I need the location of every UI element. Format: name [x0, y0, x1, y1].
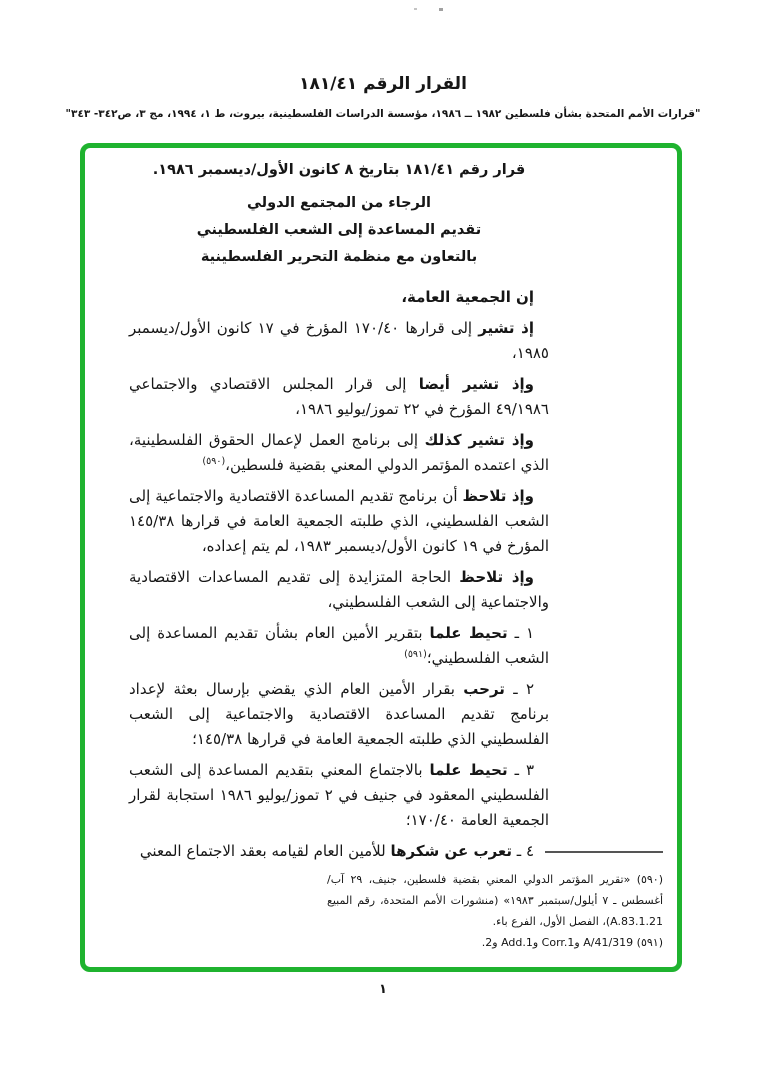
paragraph-list	[129, 316, 549, 864]
doc-paragraph: ١ ـ تحيط علما بتقرير الأمين العام بشأن تقديم المساعدة إلى الشعب الفلسطيني؛$^{(٥٩١)}$	[129, 624, 549, 667]
doc-paragraph: ٣ ـ تحيط علما بالاجتماع المعني بتقديم المساعدة إلى الشعب الفلسطيني المعقود في جنيف في ٢ تموز/يوليو ١٩٨٦ استجابة لقرار الجمعية العامة ١٧٠/٤٠؛	[129, 761, 549, 829]
doc-paragraph: إذ تشير إلى قرارها ١٧٠/٤٠ المؤرخ في ١٧ كانون الأول/ديسمبر ١٩٨٥،	[129, 319, 549, 362]
page-title: القرار الرقم ١٨١/٤١	[299, 74, 467, 94]
doc-paragraph: ٤ ـ تعرب عن شكرها للأمين العام لقيامه بعقد الاجتماع المعني	[139, 842, 534, 860]
source-citation: "قرارات الأمم المتحدة بشأن فلسطين ١٩٨٢ ــ ١٩٨٦، مؤسسة الدراسات الفلسطينية، بيروت، ط ١، ١٩٩٤، مج ٣، ص٣٤٢- ٣٤٣"	[65, 108, 701, 120]
doc-paragraph: وإذ تشير أيضا إلى قرار المجلس الاقتصادي والاجتماعي ٤٩/١٩٨٦ المؤرخ في ٢٢ تموز/يوليو ١٩٨٦،	[129, 375, 549, 418]
resolution-subject-line: تقديم المساعدة إلى الشعب الفلسطيني	[196, 222, 482, 238]
footnote-list	[327, 869, 663, 953]
resolution-subject-line: الرجاء من المجتمع الدولي	[247, 195, 431, 211]
page-number: ١	[379, 982, 387, 997]
document-frame	[80, 143, 682, 972]
scan-artifact	[414, 8, 417, 10]
footnote-item: (٥٩١) A/41/319 وCorr.1 وAdd.1 و2.	[481, 936, 663, 949]
doc-paragraph: وإذ تلاحظ أن برنامج تقديم المساعدة الاقتصادية والاجتماعية إلى الشعب الفلسطيني، الذي طلبته الجمعية العامة في قرارها ١٤٥/٣٨ المؤرخ في ١٩ كانون الأول/ديسمبر ١٩٨٣، لم يتم إعداده،	[129, 487, 549, 555]
doc-paragraph: ٢ ـ ترحب بقرار الأمين العام الذي يقضي بإرسال بعثة لإعداد برنامج تقديم المساعدة الاقتصادية والاجتماعية إلى الشعب الفلسطيني الذي طلبته الجمعية العامة في قرارها ١٤٥/٣٨؛	[129, 680, 549, 748]
resolution-subject	[129, 190, 549, 271]
resolution-body	[85, 148, 677, 864]
footnote-separator	[545, 851, 663, 853]
resolution-opening: إن الجمعية العامة،	[401, 288, 534, 306]
doc-paragraph: وإذ تلاحظ الحاجة المتزايدة إلى تقديم المساعدات الاقتصادية والاجتماعية إلى الشعب الفلسطيني،	[129, 568, 549, 611]
resolution-subject-line: بالتعاون مع منظمة التحرير الفلسطينية	[200, 249, 478, 265]
resolution-heading: قرار رقم ١٨١/٤١ بتاريخ ٨ كانون الأول/ديسمبر ١٩٨٦.	[152, 162, 526, 178]
footnote-block	[327, 851, 663, 953]
footnote-item: (٥٩٠) «تقرير المؤتمر الدولي المعني بقضية فلسطين، جنيف، ٢٩ آب/أغسطس ـ ٧ أيلول/سبتمبر ١٩٨٣» (منشورات الأمم المتحدة، رقم المبيع A.83.1.21)، الفصل الأول، الفرع باء.	[327, 873, 664, 928]
doc-paragraph: وإذ تشير كذلك إلى برنامج العمل لإعمال الحقوق الفلسطينية، الذي اعتمده المؤتمر الدولي المعني بقضية فلسطين،$^{(٥٩٠)}$	[129, 431, 549, 474]
scan-artifact	[439, 8, 443, 11]
